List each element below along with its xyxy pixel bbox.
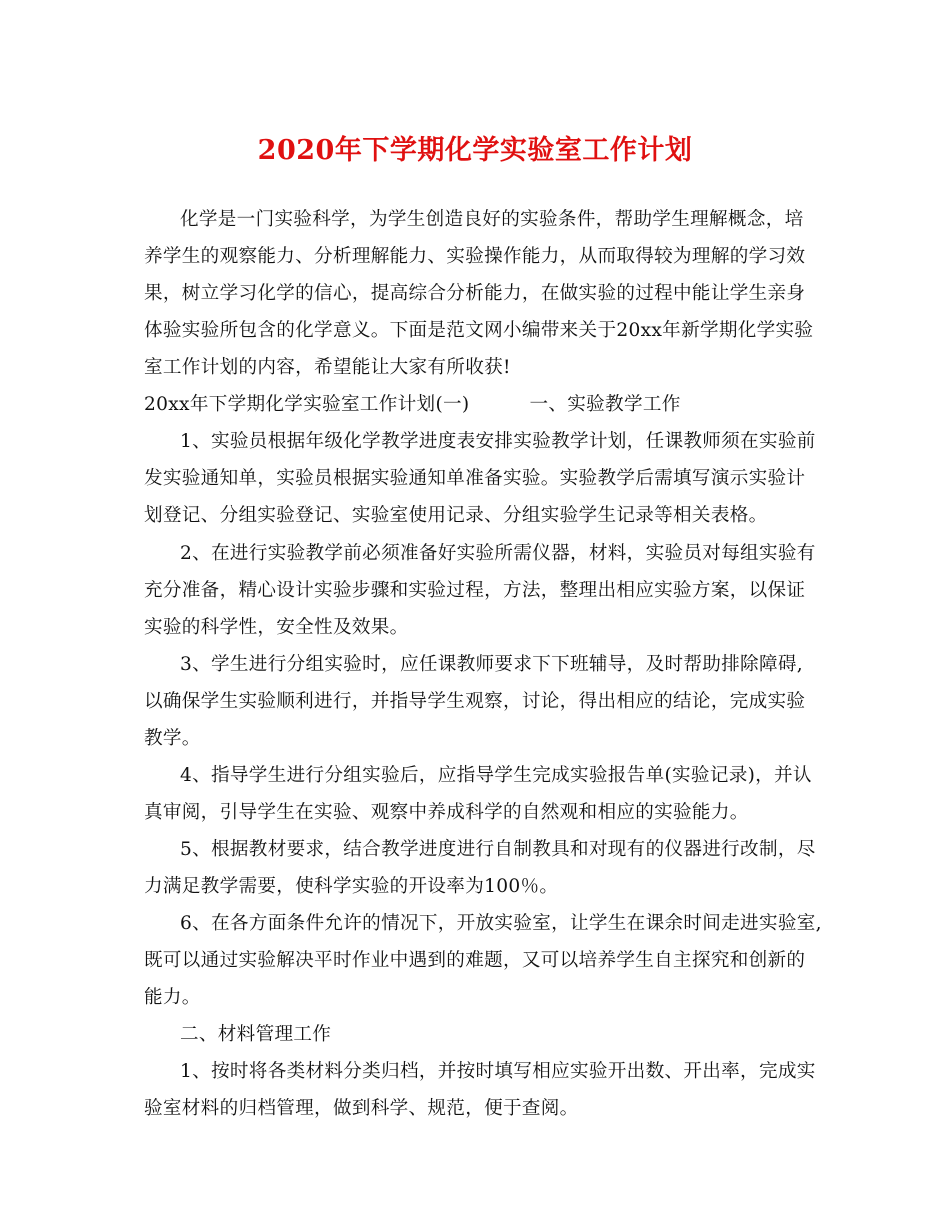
- item-line: 实验的科学性，安全性及效果。: [144, 617, 409, 638]
- plan-subtitle: 20xx年下学期化学实验室工作计划(一): [144, 394, 470, 415]
- item-line: 既可以通过实验解决平时作业中遇到的难题，又可以培养学生自主探究和创新的: [144, 950, 806, 971]
- item-line: 教学。: [144, 728, 201, 749]
- item-line: 4、指导学生进行分组实验后，应指导学生完成实验报告单(实验记录)，并认: [180, 765, 812, 786]
- item-line: 1、按时将各类材料分类归档，并按时填写相应实验开出数、开出率，完成实: [180, 1061, 816, 1082]
- item-line: 5、根据教材要求，结合教学进度进行自制教具和对现有的仪器进行改制，尽: [180, 839, 816, 860]
- section-heading-1: 一、实验教学工作: [529, 394, 681, 415]
- intro-line: 养学生的观察能力、分析理解能力、实验操作能力，从而取得较为理解的学习效: [144, 246, 806, 267]
- item-line: 真审阅，引导学生在实验、观察中养成科学的自然观和相应的实验能力。: [144, 802, 749, 823]
- item-line: 1、实验员根据年级化学教学进度表安排实验教学计划，任课教师须在实验前: [180, 431, 816, 452]
- intro-line: 体验实验所包含的化学意义。下面是范文网小编带来关于20xx年新学期化学实验: [144, 320, 814, 341]
- item-line: 以确保学生实验顺利进行，并指导学生观察，讨论，得出相应的结论，完成实验: [144, 691, 806, 712]
- item-line: 验室材料的归档管理，做到科学、规范，便于查阅。: [144, 1098, 579, 1119]
- intro-line: 果，树立学习化学的信心，提高综合分析能力，在做实验的过程中能让学生亲身: [144, 283, 806, 304]
- intro-line: 化学是一门实验科学，为学生创造良好的实验条件，帮助学生理解概念，培: [180, 209, 804, 230]
- document-title: 2020年下学期化学实验室工作计划: [257, 135, 693, 166]
- item-line: 力满足教学需要，使科学实验的开设率为100％。: [144, 876, 559, 897]
- item-line: 3、学生进行分组实验时，应任课教师要求下下班辅导，及时帮助排除障碍,: [180, 654, 803, 675]
- item-line: 2、在进行实验教学前必须准备好实验所需仪器，材料，实验员对每组实验有: [180, 543, 816, 564]
- item-line: 划登记、分组实验登记、实验室使用记录、分组实验学生记录等相关表格。: [144, 505, 768, 526]
- section-subheading: [144, 393, 681, 417]
- item-line: 6、在各方面条件允许的情况下，开放实验室，让学生在课余时间走进实验室,: [180, 913, 822, 934]
- item-line: 发实验通知单，实验员根据实验通知单准备实验。实验教学后需填写演示实验计: [144, 468, 806, 489]
- item-line: 充分准备，精心设计实验步骤和实验过程，方法，整理出相应实验方案，以保证: [144, 580, 806, 601]
- section-heading-2: 二、材料管理工作: [180, 1024, 332, 1045]
- item-line: 能力。: [144, 987, 201, 1008]
- intro-line: 室工作计划的内容，希望能让大家有所收获!: [144, 357, 511, 378]
